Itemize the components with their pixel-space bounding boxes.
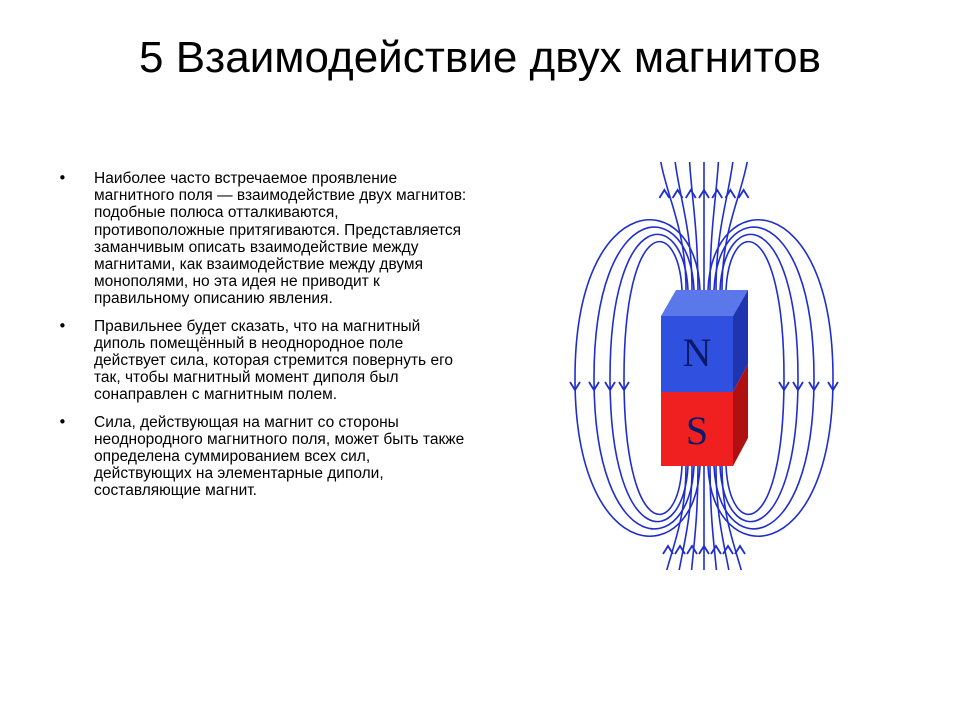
field-arrow [725, 190, 735, 198]
field-arrow [673, 190, 683, 198]
south-pole-label: S [685, 408, 709, 453]
field-arrow [711, 546, 721, 554]
field-line-bottom [690, 466, 698, 570]
bullet-list [58, 170, 470, 510]
bullet-item [58, 414, 470, 500]
bullet-text: Наиболее часто встречаемое проявление магнитного поля — взаимодействие двух магнитов: подобные полюса отталкиваются, противоположные притягиваются. Представляется заманчивым описать взаимодействие между магнитами, как взаимодействие между двумя монополями, но эта идея не приводит к правильному описанию явления. [94, 170, 467, 308]
bullet-icon: • [58, 412, 67, 431]
field-line-top [661, 162, 686, 290]
magnet-field-diagram [548, 150, 868, 570]
bullet-icon: • [58, 316, 67, 335]
field-arrow [712, 190, 722, 198]
field-line-bottom [710, 466, 718, 570]
bullet-text: Сила, действующая на магнит со стороны неоднородного магнитного поля, может быть также определена суммированием всех сил, действующих на элементарные диполи, составляющие магнит. [94, 413, 465, 500]
bullet-icon: • [58, 169, 67, 187]
field-line-top [722, 162, 747, 290]
bullet-item [58, 170, 470, 308]
field-arrow [735, 546, 745, 554]
bar-magnet [661, 290, 748, 466]
field-arrow [687, 546, 697, 554]
bullet-item [58, 318, 470, 404]
bullet-text: Правильнее будет сказать, что на магнитный диполь помещённый в неоднородное поле действует сила, которая стремится повернуть его так, чтобы магнитный момент диполя был сонаправлен с магнитным полем. [94, 317, 453, 404]
field-arrow [663, 546, 673, 554]
magnet-top-face [661, 290, 748, 316]
slide-title: 5 Взаимодействие двух магнитов [139, 33, 821, 82]
field-arrow [686, 190, 696, 198]
north-pole-label: N [682, 330, 712, 375]
